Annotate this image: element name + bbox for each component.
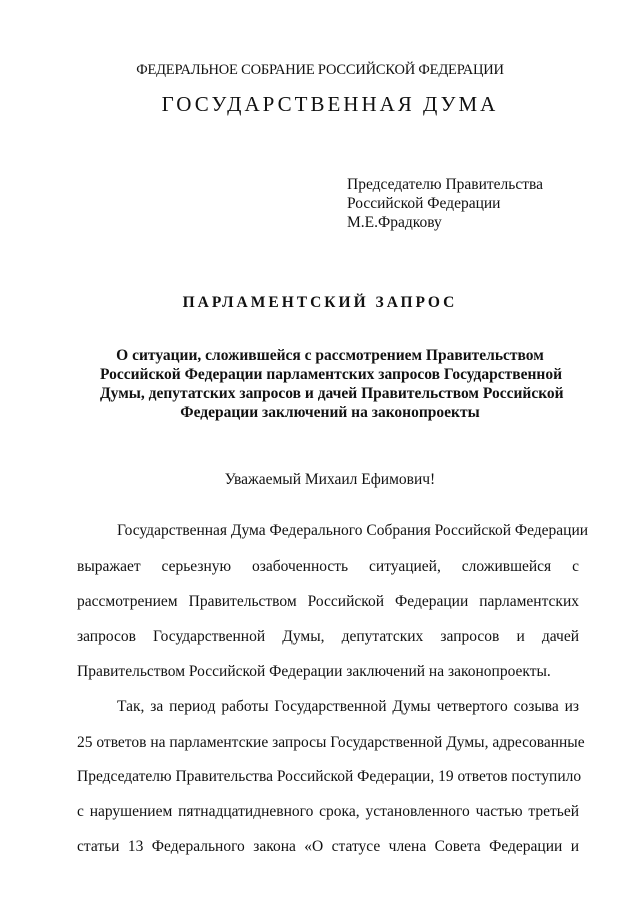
body-line: 25 ответов на парламентские запросы Государственной Думы, адресованные [77, 734, 585, 751]
subject-line: Российской Федерации парламентских запросов Государственной [100, 366, 563, 383]
subject-line: Думы, депутатских запросов и дачей Правительством Российской [100, 385, 564, 402]
body-name: ГОСУДАРСТВЕННАЯ ДУМА [161, 92, 499, 116]
body-line: Государственная Дума Федерального Собрания Российской Федерации [117, 522, 589, 539]
subject-line: О ситуации, сложившейся с рассмотрением Правительством [116, 347, 544, 364]
addressee-line: Российской Федерации [347, 195, 501, 212]
body-line: статьи 13 Федерального закона «О статусе члена Совета Федерации и [77, 838, 579, 855]
addressee-block [347, 175, 543, 232]
body-line: Председателю Правительства Российской Федерации, 19 ответов поступило [77, 768, 582, 785]
document-title: ПАРЛАМЕНТСКИЙ ЗАПРОС [182, 294, 458, 311]
body-line: Так, за период работы Государственной Думы четвертого созыва из [117, 698, 579, 715]
subject-line: Федерации заключений на законопроекты [180, 404, 480, 421]
body-line: рассмотрением Правительством Российской Федерации парламентских [77, 593, 579, 610]
body-line: запросов Государственной Думы, депутатских запросов и дачей [77, 628, 579, 645]
addressee-line: Председателю Правительства [347, 176, 543, 193]
body-line: Правительством Российской Федерации заключений на законопроекты. [77, 663, 551, 680]
body-line: выражает серьезную озабоченность ситуацией, сложившейся с [77, 558, 579, 575]
body-line: с нарушением пятнадцатидневного срока, установленного частью третьей [77, 803, 579, 820]
addressee-line: М.Е.Фрадкову [347, 214, 442, 231]
salutation: Уважаемый Михаил Ефимович! [224, 471, 436, 488]
subject-block [100, 346, 564, 422]
organization-name: ФЕДЕРАЛЬНОЕ СОБРАНИЕ РОССИЙСКОЙ ФЕДЕРАЦИИ [136, 62, 504, 78]
